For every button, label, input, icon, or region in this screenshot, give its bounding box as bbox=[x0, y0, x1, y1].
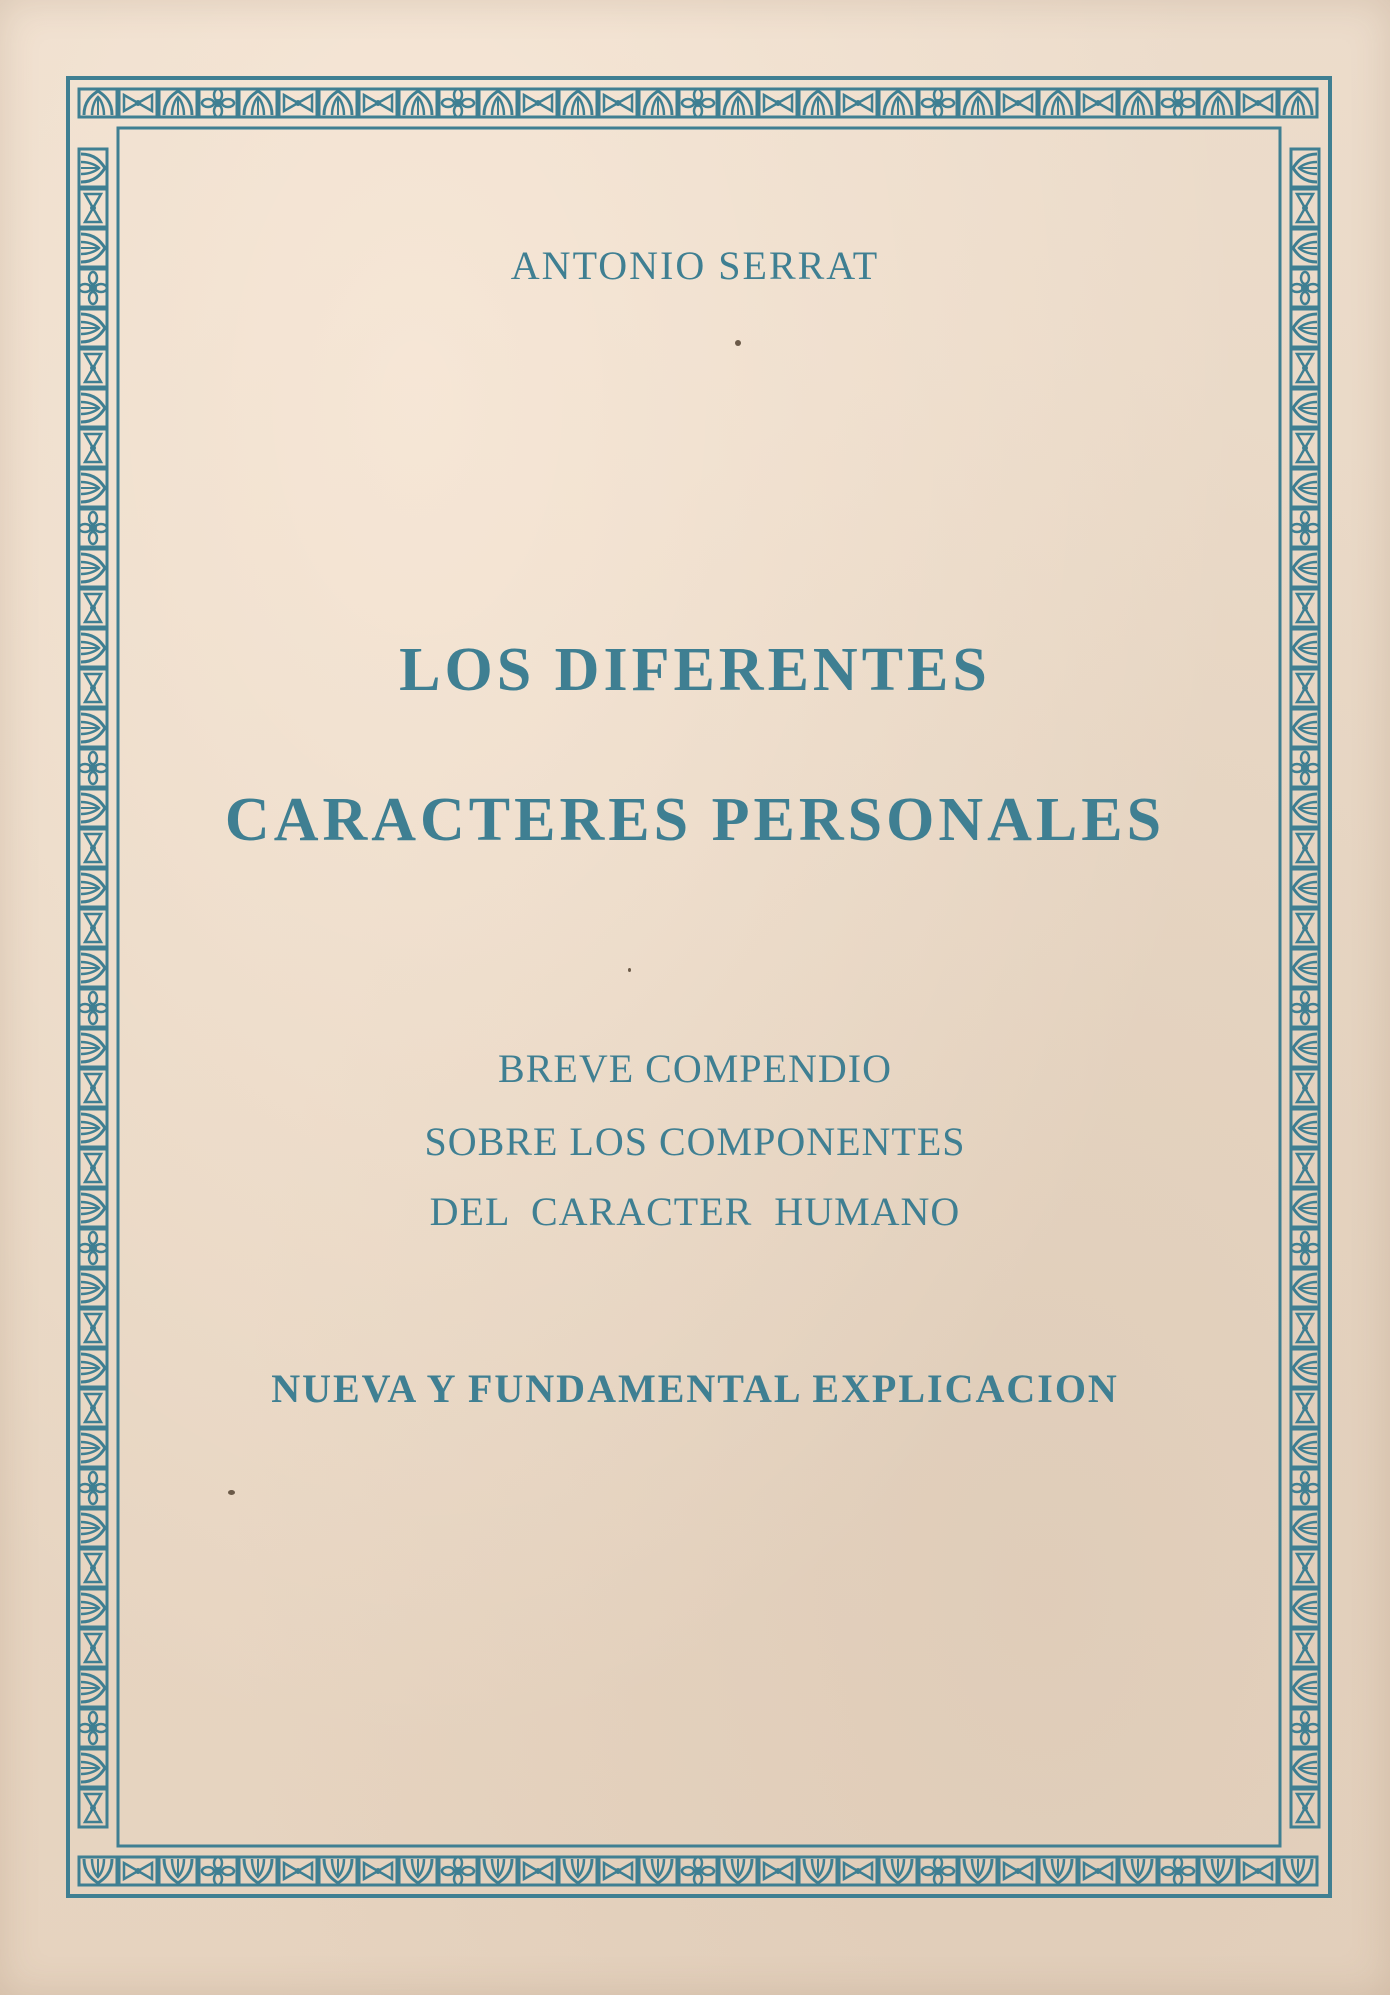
tulip-ornament-icon bbox=[79, 89, 117, 117]
bow-ornament-icon bbox=[359, 1857, 397, 1885]
flower-ornament-icon bbox=[79, 1469, 107, 1507]
paper-speck bbox=[628, 968, 631, 972]
bow-ornament-icon bbox=[1291, 1309, 1319, 1347]
bow-ornament-icon bbox=[999, 89, 1037, 117]
tulip-ornament-icon bbox=[79, 309, 107, 347]
bow-ornament-icon bbox=[79, 1309, 107, 1347]
bow-ornament-icon bbox=[1291, 1549, 1319, 1587]
tulip-ornament-icon bbox=[79, 469, 107, 507]
flower-ornament-icon bbox=[1291, 989, 1319, 1027]
tulip-ornament-icon bbox=[79, 1749, 107, 1787]
tulip-ornament-icon bbox=[79, 1589, 107, 1627]
tulip-ornament-icon bbox=[799, 1857, 837, 1885]
flower-ornament-icon bbox=[439, 89, 477, 117]
tulip-ornament-icon bbox=[79, 1429, 107, 1467]
tulip-ornament-icon bbox=[959, 1857, 997, 1885]
bow-ornament-icon bbox=[999, 1857, 1037, 1885]
tulip-ornament-icon bbox=[79, 389, 107, 427]
paper-speck bbox=[228, 1490, 235, 1495]
bow-ornament-icon bbox=[119, 1857, 157, 1885]
flower-ornament-icon bbox=[199, 1857, 237, 1885]
tulip-ornament-icon bbox=[1291, 469, 1319, 507]
tulip-ornament-icon bbox=[1291, 1429, 1319, 1467]
tulip-ornament-icon bbox=[1291, 1669, 1319, 1707]
tulip-ornament-icon bbox=[319, 89, 357, 117]
flower-ornament-icon bbox=[79, 749, 107, 787]
tulip-ornament-icon bbox=[79, 949, 107, 987]
bow-ornament-icon bbox=[1291, 429, 1319, 467]
flower-ornament-icon bbox=[79, 989, 107, 1027]
bow-ornament-icon bbox=[759, 1857, 797, 1885]
tulip-ornament-icon bbox=[319, 1857, 357, 1885]
bow-ornament-icon bbox=[79, 909, 107, 947]
tulip-ornament-icon bbox=[1291, 549, 1319, 587]
bow-ornament-icon bbox=[599, 89, 637, 117]
title-line-2: CARACTERES PERSONALES bbox=[224, 786, 1166, 854]
bow-ornament-icon bbox=[599, 1857, 637, 1885]
tulip-ornament-icon bbox=[1291, 709, 1319, 747]
tulip-ornament-icon bbox=[79, 549, 107, 587]
tulip-ornament-icon bbox=[159, 89, 197, 117]
tulip-ornament-icon bbox=[479, 89, 517, 117]
tulip-ornament-icon bbox=[79, 869, 107, 907]
bow-ornament-icon bbox=[1291, 1629, 1319, 1667]
bow-ornament-icon bbox=[1291, 589, 1319, 627]
bow-ornament-icon bbox=[1291, 189, 1319, 227]
subtitle-line-1: BREVE COMPENDIO bbox=[498, 1046, 892, 1091]
tagline: NUEVA Y FUNDAMENTAL EXPLICACION bbox=[271, 1366, 1119, 1411]
bow-ornament-icon bbox=[519, 1857, 557, 1885]
tulip-ornament-icon bbox=[1119, 1857, 1157, 1885]
flower-ornament-icon bbox=[1291, 749, 1319, 787]
tulip-ornament-icon bbox=[79, 1509, 107, 1547]
bow-ornament-icon bbox=[839, 1857, 877, 1885]
flower-ornament-icon bbox=[1291, 1469, 1319, 1507]
tulip-ornament-icon bbox=[479, 1857, 517, 1885]
bow-ornament-icon bbox=[79, 1789, 107, 1827]
tulip-ornament-icon bbox=[79, 1269, 107, 1307]
tulip-ornament-icon bbox=[719, 89, 757, 117]
bow-ornament-icon bbox=[839, 89, 877, 117]
flower-ornament-icon bbox=[1291, 1709, 1319, 1747]
subtitle-line-3: DEL CARACTER HUMANO bbox=[429, 1189, 961, 1234]
tulip-ornament-icon bbox=[239, 89, 277, 117]
flower-ornament-icon bbox=[679, 89, 717, 117]
tulip-ornament-icon bbox=[1039, 89, 1077, 117]
flower-ornament-icon bbox=[679, 1857, 717, 1885]
bow-ornament-icon bbox=[79, 1549, 107, 1587]
tulip-ornament-icon bbox=[1279, 89, 1317, 117]
tulip-ornament-icon bbox=[1291, 949, 1319, 987]
tulip-ornament-icon bbox=[719, 1857, 757, 1885]
bow-ornament-icon bbox=[79, 1629, 107, 1667]
flower-ornament-icon bbox=[79, 509, 107, 547]
flower-ornament-icon bbox=[1159, 1857, 1197, 1885]
tulip-ornament-icon bbox=[1199, 89, 1237, 117]
tulip-ornament-icon bbox=[399, 1857, 437, 1885]
flower-ornament-icon bbox=[919, 1857, 957, 1885]
bow-ornament-icon bbox=[1291, 1789, 1319, 1827]
bow-ornament-icon bbox=[1239, 1857, 1277, 1885]
bow-ornament-icon bbox=[359, 89, 397, 117]
flower-ornament-icon bbox=[919, 89, 957, 117]
tulip-ornament-icon bbox=[879, 1857, 917, 1885]
paper-speck bbox=[735, 340, 741, 346]
tulip-ornament-icon bbox=[79, 1669, 107, 1707]
bow-ornament-icon bbox=[79, 589, 107, 627]
tulip-ornament-icon bbox=[1291, 149, 1319, 187]
bow-ornament-icon bbox=[79, 189, 107, 227]
tulip-ornament-icon bbox=[1199, 1857, 1237, 1885]
bow-ornament-icon bbox=[279, 89, 317, 117]
bow-ornament-icon bbox=[1291, 349, 1319, 387]
bow-ornament-icon bbox=[1239, 89, 1277, 117]
tulip-ornament-icon bbox=[1291, 389, 1319, 427]
flower-ornament-icon bbox=[439, 1857, 477, 1885]
tulip-ornament-icon bbox=[639, 89, 677, 117]
tulip-ornament-icon bbox=[559, 89, 597, 117]
flower-ornament-icon bbox=[199, 89, 237, 117]
tulip-ornament-icon bbox=[79, 149, 107, 187]
author-name: ANTONIO SERRAT bbox=[510, 243, 880, 288]
subtitle-line-2: SOBRE LOS COMPONENTES bbox=[424, 1119, 966, 1164]
tulip-ornament-icon bbox=[1279, 1857, 1317, 1885]
flower-ornament-icon bbox=[1159, 89, 1197, 117]
tulip-ornament-icon bbox=[1039, 1857, 1077, 1885]
tulip-ornament-icon bbox=[79, 709, 107, 747]
tulip-ornament-icon bbox=[799, 89, 837, 117]
bow-ornament-icon bbox=[279, 1857, 317, 1885]
tulip-ornament-icon bbox=[1291, 1269, 1319, 1307]
tulip-ornament-icon bbox=[639, 1857, 677, 1885]
bow-ornament-icon bbox=[79, 429, 107, 467]
tulip-ornament-icon bbox=[959, 89, 997, 117]
tulip-ornament-icon bbox=[1291, 869, 1319, 907]
bow-ornament-icon bbox=[1079, 89, 1117, 117]
tulip-ornament-icon bbox=[879, 89, 917, 117]
tulip-ornament-icon bbox=[1291, 1749, 1319, 1787]
bow-ornament-icon bbox=[1291, 909, 1319, 947]
tulip-ornament-icon bbox=[159, 1857, 197, 1885]
bow-ornament-icon bbox=[519, 89, 557, 117]
tulip-ornament-icon bbox=[1291, 309, 1319, 347]
tulip-ornament-icon bbox=[79, 1857, 117, 1885]
flower-ornament-icon bbox=[79, 1709, 107, 1747]
tulip-ornament-icon bbox=[1119, 89, 1157, 117]
title-line-1: LOS DIFERENTES bbox=[399, 636, 991, 704]
tulip-ornament-icon bbox=[239, 1857, 277, 1885]
bow-ornament-icon bbox=[1079, 1857, 1117, 1885]
tulip-ornament-icon bbox=[1291, 1589, 1319, 1627]
bow-ornament-icon bbox=[759, 89, 797, 117]
flower-ornament-icon bbox=[1291, 509, 1319, 547]
bow-ornament-icon bbox=[79, 349, 107, 387]
tulip-ornament-icon bbox=[559, 1857, 597, 1885]
tulip-ornament-icon bbox=[1291, 1509, 1319, 1547]
tulip-ornament-icon bbox=[399, 89, 437, 117]
bow-ornament-icon bbox=[119, 89, 157, 117]
